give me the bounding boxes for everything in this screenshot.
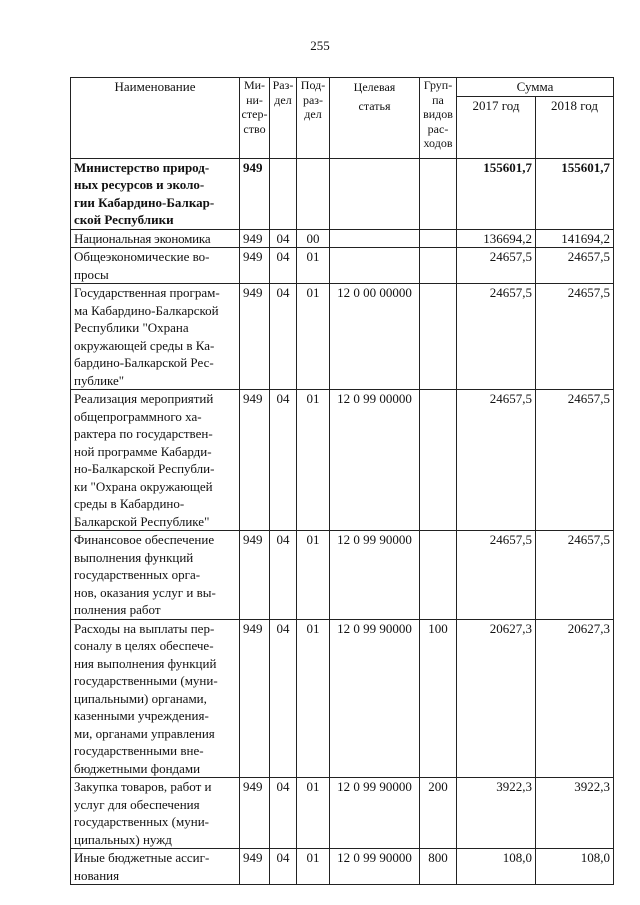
header-name: Наименование <box>71 78 240 159</box>
table-row <box>71 619 614 778</box>
row-name: Расходы на выплаты пер- соналу в целях обеспече- ния выполнения функций государственными (муни- ципальными) органами, казенными учреждения- ми, органами управления государственными вне- бюджетными фондами <box>71 619 240 778</box>
header-2017: 2017 год <box>457 96 536 158</box>
row-ministry: 949 <box>240 229 270 248</box>
row-2018: 155601,7 <box>536 158 614 229</box>
row-name: Закупка товаров, работ и услуг для обеспечения государственных (муни- ципальных) нужд <box>71 778 240 849</box>
row-group <box>420 390 457 531</box>
header-target-text: Целевая статья <box>353 80 396 113</box>
row-target: 12 0 99 90000 <box>330 849 420 885</box>
row-ministry: 949 <box>240 619 270 778</box>
row-subsection: 01 <box>297 531 330 620</box>
row-2018: 141694,2 <box>536 229 614 248</box>
row-name: Реализация мероприятий общепрограммного ха- рактера по государствен- ной программе Кабарди- но-Балкарской Республи- ки "Охрана окружающей среды в Кабардино- Балкарской Республике" <box>71 390 240 531</box>
row-target: 12 0 00 00000 <box>330 284 420 390</box>
row-section: 04 <box>270 531 297 620</box>
row-group <box>420 158 457 229</box>
row-2017: 3922,3 <box>457 778 536 849</box>
row-section: 04 <box>270 619 297 778</box>
row-group: 800 <box>420 849 457 885</box>
table-row <box>71 390 614 531</box>
table-row <box>71 778 614 849</box>
row-subsection <box>297 158 330 229</box>
header-subsection <box>297 78 330 159</box>
row-ministry: 949 <box>240 849 270 885</box>
row-target <box>330 158 420 229</box>
row-2017: 24657,5 <box>457 248 536 284</box>
row-subsection: 01 <box>297 284 330 390</box>
row-name: Министерство природ- ных ресурсов и эколо- гии Кабардино-Балкар- ской Республики <box>71 158 240 229</box>
row-2017: 24657,5 <box>457 531 536 620</box>
header-section-text: Раз- дел <box>272 78 294 107</box>
budget-table <box>70 77 614 885</box>
row-2018: 20627,3 <box>536 619 614 778</box>
row-name: Государственная програм- ма Кабардино-Балкарской Республики "Охрана окружающей среды в Ка- бардино-Балкарской Рес- публике" <box>71 284 240 390</box>
row-group: 100 <box>420 619 457 778</box>
row-section: 04 <box>270 229 297 248</box>
row-name: Иные бюджетные ассиг- нования <box>71 849 240 885</box>
row-2017: 108,0 <box>457 849 536 885</box>
row-target <box>330 248 420 284</box>
row-target: 12 0 99 00000 <box>330 390 420 531</box>
row-name: Национальная экономика <box>71 229 240 248</box>
table-row <box>71 158 614 229</box>
row-ministry: 949 <box>240 284 270 390</box>
row-group <box>420 248 457 284</box>
row-2017: 136694,2 <box>457 229 536 248</box>
header-ministry <box>240 78 270 159</box>
row-ministry: 949 <box>240 248 270 284</box>
row-subsection: 01 <box>297 619 330 778</box>
row-target: 12 0 99 90000 <box>330 531 420 620</box>
row-section <box>270 158 297 229</box>
table-row <box>71 248 614 284</box>
table-row <box>71 229 614 248</box>
row-target <box>330 229 420 248</box>
header-subsection-text: Под- раз- дел <box>300 78 326 121</box>
row-name: Финансовое обеспечение выполнения функций государственных орга- нов, оказания услуг и вы- полнения работ <box>71 531 240 620</box>
row-2017: 20627,3 <box>457 619 536 778</box>
page-number: 255 <box>310 38 330 53</box>
row-2017: 155601,7 <box>457 158 536 229</box>
row-section: 04 <box>270 248 297 284</box>
row-ministry: 949 <box>240 158 270 229</box>
header-group <box>420 78 457 159</box>
row-2018: 24657,5 <box>536 390 614 531</box>
table-row <box>71 284 614 390</box>
row-2018: 3922,3 <box>536 778 614 849</box>
row-group: 200 <box>420 778 457 849</box>
row-2017: 24657,5 <box>457 390 536 531</box>
row-ministry: 949 <box>240 390 270 531</box>
row-section: 04 <box>270 390 297 531</box>
row-subsection: 01 <box>297 390 330 531</box>
row-group <box>420 284 457 390</box>
header-section <box>270 78 297 159</box>
row-2017: 24657,5 <box>457 284 536 390</box>
row-group <box>420 229 457 248</box>
row-group <box>420 531 457 620</box>
header-group-text: Груп- па видов рас- ходов <box>423 78 453 150</box>
row-2018: 24657,5 <box>536 284 614 390</box>
row-name: Общеэкономические во- просы <box>71 248 240 284</box>
row-subsection: 01 <box>297 778 330 849</box>
table-row <box>71 531 614 620</box>
row-2018: 24657,5 <box>536 531 614 620</box>
row-subsection: 01 <box>297 849 330 885</box>
header-2018: 2018 год <box>536 96 614 158</box>
row-target: 12 0 99 90000 <box>330 619 420 778</box>
row-subsection: 01 <box>297 248 330 284</box>
row-subsection: 00 <box>297 229 330 248</box>
row-section: 04 <box>270 284 297 390</box>
table-row <box>71 849 614 885</box>
row-section: 04 <box>270 778 297 849</box>
row-target: 12 0 99 90000 <box>330 778 420 849</box>
row-ministry: 949 <box>240 778 270 849</box>
header-sum: Сумма <box>457 78 614 97</box>
header-target <box>330 78 420 159</box>
header-ministry-text: Ми- ни- стер- ство <box>241 78 268 136</box>
row-section: 04 <box>270 849 297 885</box>
row-ministry: 949 <box>240 531 270 620</box>
row-2018: 108,0 <box>536 849 614 885</box>
row-2018: 24657,5 <box>536 248 614 284</box>
